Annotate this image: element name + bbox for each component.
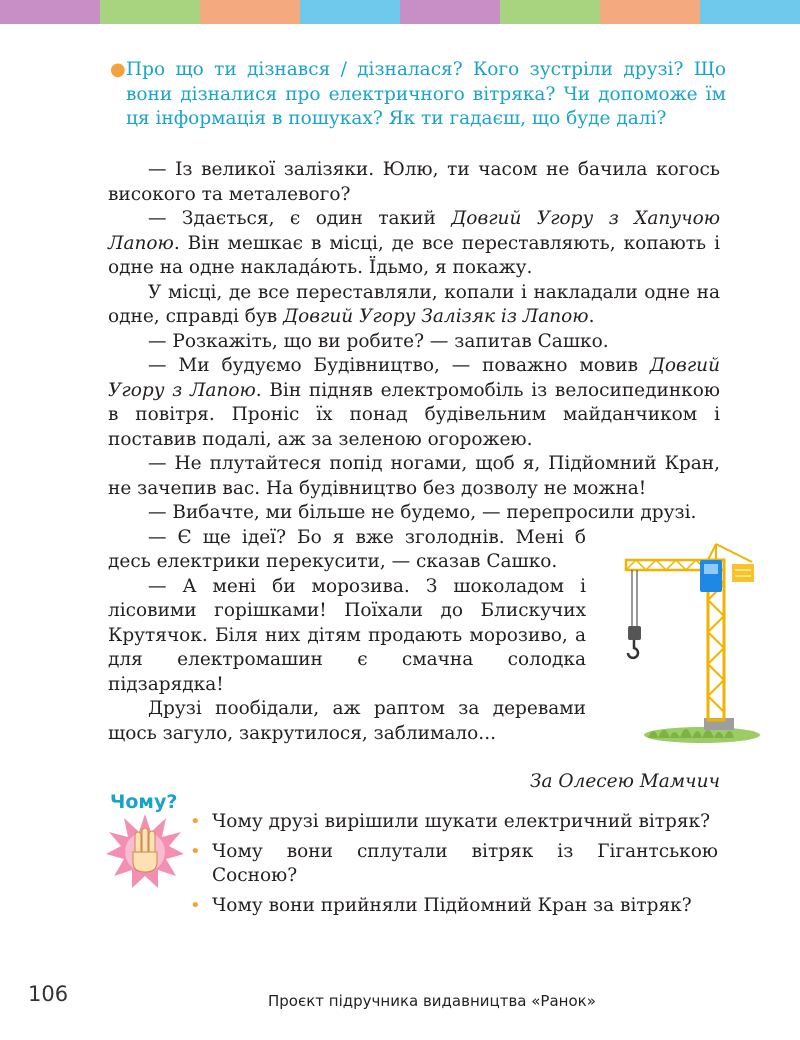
story-paragraph: — Є ще ідеї? Бо я вже зголоднів. Мені б десь електрики перекусити, — сказав Сашко.	[108, 526, 586, 572]
three-fingers-icon	[106, 812, 184, 890]
list-item: • Чому друзі вирішили шукати електричний вітряк?	[212, 810, 718, 835]
story-paragraph: — Вибачте, ми більше не будемо, — перепросили друзі.	[148, 502, 697, 523]
color-stripe	[300, 0, 400, 24]
author-attribution: За Олесею Мамчич	[529, 771, 720, 792]
reading-question	[110, 58, 726, 132]
color-stripe	[100, 0, 200, 24]
story-paragraph: — Не плутайтеся попід ногами, щоб я, Підйомний Кран, не зачепив вас. На будівництво без дозволу не можна!	[108, 453, 720, 499]
color-stripe	[600, 0, 700, 24]
list-item: • Чому вони прийняли Підйомний Кран за вітряк?	[212, 894, 718, 919]
chomu-questions-list	[212, 810, 718, 923]
top-color-bar	[0, 0, 800, 24]
story-paragraph: — Здається, є один такий Довгий Угору з Хапучою Лапою. Він мешкає в місці, де все переставляють, копають і одне на одне накладáють. Їдьмо, я покажу.	[108, 208, 721, 278]
story-paragraph: — Із великої залізяки. Юлю, ти часом не бачила когось високого та металевого?	[108, 159, 720, 205]
color-stripe	[700, 0, 800, 24]
color-stripe	[500, 0, 600, 24]
bullet-icon: ●	[110, 59, 126, 80]
page-number: 106	[28, 982, 69, 1006]
list-item: • Чому вони сплутали вітряк із Гігантською Сосною?	[212, 840, 718, 889]
color-stripe	[200, 0, 300, 24]
color-stripe	[0, 0, 100, 24]
story-paragraph: — А мені би морозива. З шоколадом і лісовими горішками! Поїхали до Блискучих Крутячок. Біля них дітям продають морозиво, а для електромашин є смачна солодка підзарядка!	[108, 575, 586, 695]
color-stripe	[400, 0, 500, 24]
chomu-heading: Чому?	[110, 791, 178, 813]
crane-illustration	[620, 538, 762, 748]
story-paragraph: Друзі пообідали, аж раптом за деревами щось загуло, закрутилося, заблимало...	[108, 698, 586, 744]
story-paragraph: У місці, де все переставляли, копали і накладали одне на одне, справді був Довгий Угору Залізяк із Лапою.	[108, 281, 720, 327]
story-paragraph: — Розкажіть, що ви робите? — запитав Сашко.	[148, 330, 609, 352]
question-text: Про що ти дізнався / дізналася? Кого зустріли друзі? Що вони дізналися про електричного вітряка? Чи допоможе їм ця інформація в пошуках? Як ти гадаєш, що буде далі?	[126, 59, 726, 129]
story-paragraph: — Ми будуємо Будівництво, — поважно мовив Довгий Угору з Лапою. Він підняв електромобіль із велосипединкою в повітря. Проніс їх понад будівельним майданчиком і поставив подалі, аж за зеленою огорожею.	[108, 355, 720, 450]
footer-text: Проєкт підручника видавництва «Ранок»	[268, 992, 596, 1010]
